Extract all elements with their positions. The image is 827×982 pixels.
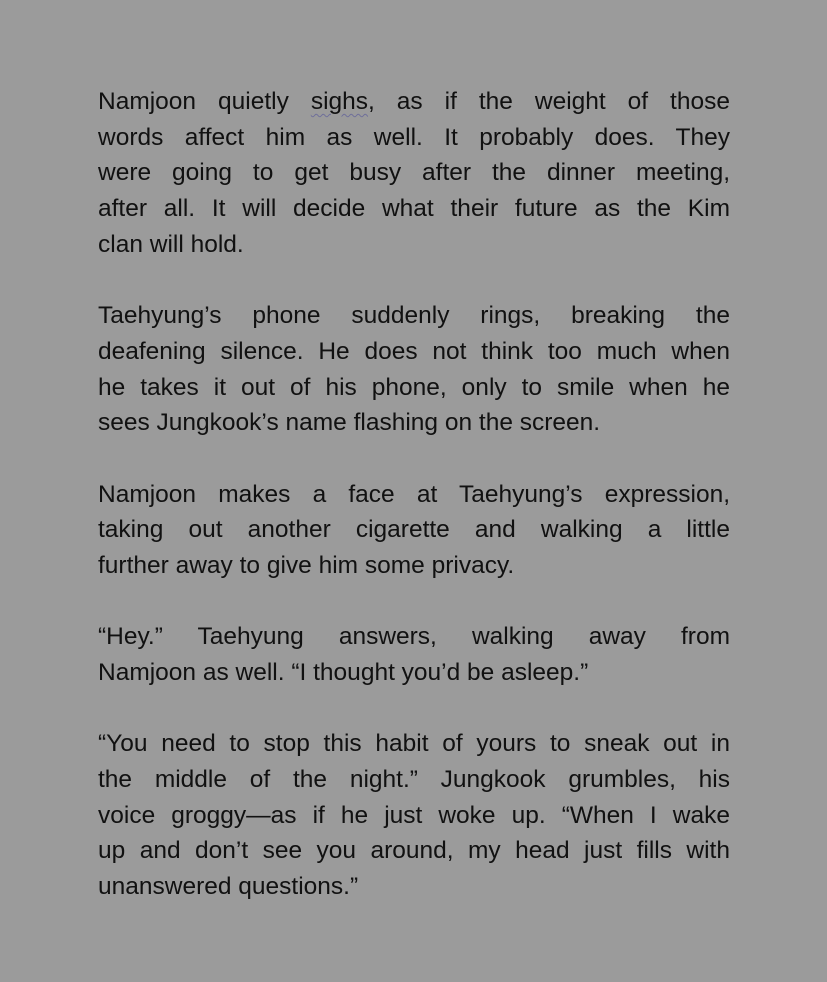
text-line: “Hey.” Taehyung answers, walking away from: [98, 623, 730, 651]
text-line: up and don’t see you around, my head just fills with: [98, 837, 730, 865]
text-line: deafening silence. He does not think too much when: [98, 337, 730, 365]
text-line: Namjoon makes a face at Taehyung’s expression,: [98, 480, 730, 508]
text-line: clan will hold.: [98, 230, 244, 258]
text-line: he takes it out of his phone, only to smile when he: [98, 373, 730, 401]
text-line: were going to get busy after the dinner meeting,: [98, 159, 730, 187]
text-line: “You need to stop this habit of yours to sneak out in: [98, 730, 730, 758]
paragraph-5: [98, 726, 730, 904]
paragraph-4: [98, 619, 730, 690]
text-page: [98, 84, 730, 905]
text-line: Taehyung’s phone suddenly rings, breaking the: [98, 302, 730, 330]
spellcheck-word: sighs: [310, 88, 369, 115]
text-line: sees Jungkook’s name flashing on the screen.: [98, 409, 601, 437]
paragraph-2: [98, 298, 730, 441]
text-line: the middle of the night.” Jungkook grumbles, his: [98, 766, 730, 794]
text-line: voice groggy—as if he just woke up. “When I wake: [98, 801, 730, 829]
paragraph-1: [98, 84, 730, 262]
text-line: words affect him as well. It probably does. They: [98, 123, 730, 151]
text-line: Namjoon as well. “I thought you’d be asleep.”: [98, 659, 589, 686]
text-line: taking out another cigarette and walking a little: [98, 516, 730, 544]
text-line: after all. It will decide what their future as the Kim: [98, 195, 730, 223]
text-line: Namjoon quietly sighs, as if the weight of those: [98, 88, 730, 115]
text-line: unanswered questions.”: [98, 873, 359, 901]
text-line: further away to give him some privacy.: [98, 551, 515, 579]
paragraph-3: [98, 477, 730, 584]
